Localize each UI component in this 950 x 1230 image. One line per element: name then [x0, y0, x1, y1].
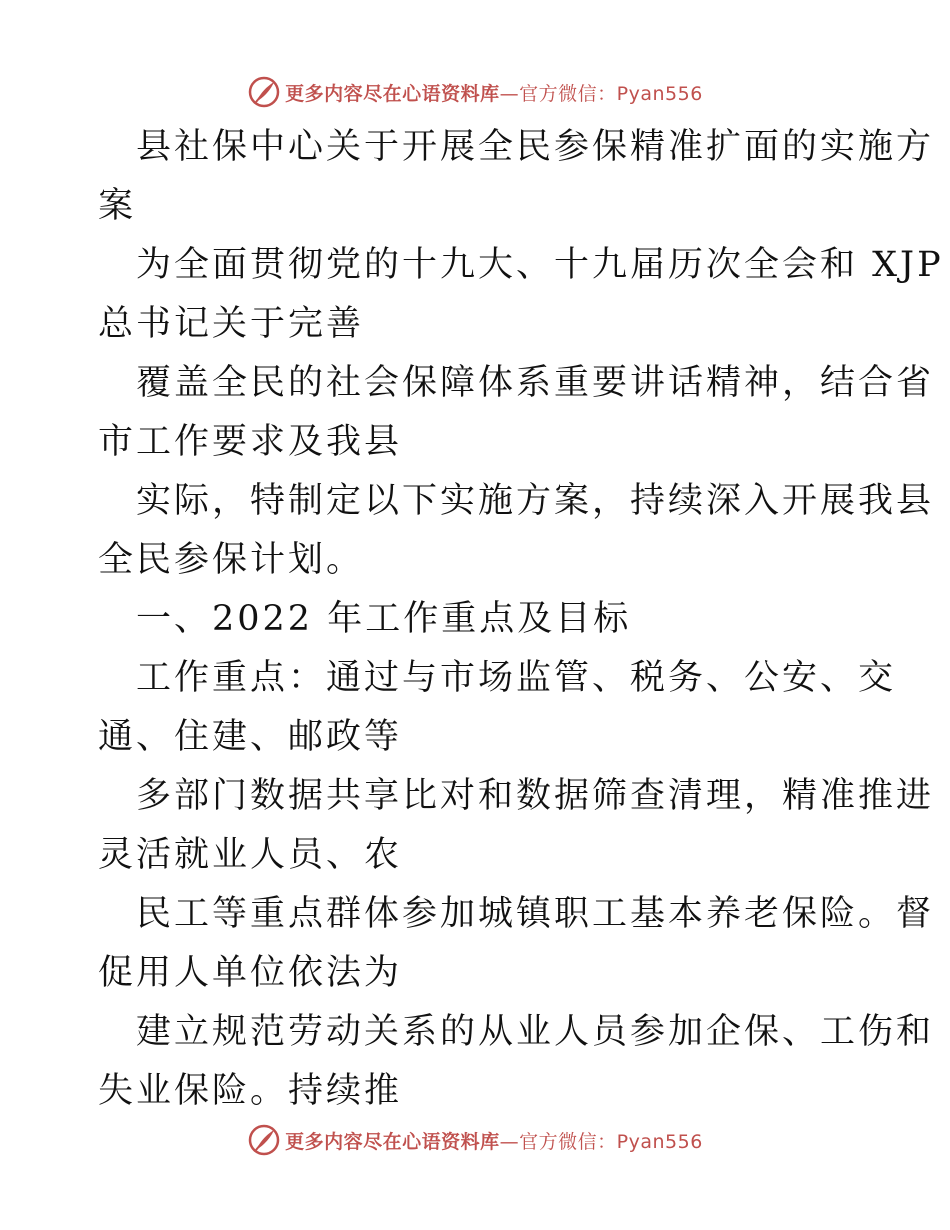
watermark-separator: — — [499, 1130, 520, 1153]
text-line: 民工等重点群体参加城镇职工基本养老保险。督 — [136, 894, 935, 934]
watermark-separator: — — [499, 82, 520, 105]
text-line: 覆盖全民的社会保障体系重要讲话精神，结合省 — [136, 363, 935, 403]
text-line: 县社保中心关于开展全民参保精准扩面的实施方 — [136, 127, 935, 167]
text-line: 工作重点：通过与市场监管、税务、公安、交 — [136, 658, 897, 698]
footer-watermark — [0, 1120, 950, 1160]
watermark-text — [285, 1127, 703, 1154]
feather-pen-logo-icon — [247, 1123, 281, 1157]
text-line: 建立规范劳动关系的从业人员参加企保、工伤和 — [136, 1012, 935, 1052]
text-line: 灵活就业人员、农 — [98, 835, 403, 875]
document-body — [98, 118, 944, 1121]
text-line: 实际，特制定以下实施方案，持续深入开展我县 — [136, 481, 935, 521]
document-text — [98, 118, 944, 1121]
watermark-site: 更多内容尽在心语资料库 — [285, 1130, 500, 1153]
text-line: 通、住建、邮政等 — [98, 717, 403, 757]
watermark-text — [285, 79, 703, 106]
text-line: 一、2022 年工作重点及目标 — [136, 599, 632, 639]
text-line: 多部门数据共享比对和数据筛查清理，精准推进 — [136, 776, 935, 816]
text-line: 全民参保计划。 — [98, 540, 365, 580]
text-line: 总书记关于完善 — [98, 304, 365, 344]
feather-pen-logo-icon — [247, 75, 281, 109]
text-line: 市工作要求及我县 — [98, 422, 403, 462]
header-watermark — [0, 72, 950, 112]
watermark-wechat: 官方微信：Pyan556 — [519, 1130, 703, 1153]
watermark-site: 更多内容尽在心语资料库 — [285, 82, 500, 105]
watermark-wechat: 官方微信：Pyan556 — [519, 82, 703, 105]
text-line: 促用人单位依法为 — [98, 953, 403, 993]
text-line: 失业保险。持续推 — [98, 1071, 403, 1111]
text-line: 为全面贯彻党的十九大、十九届历次全会和 XJP — [136, 245, 944, 285]
text-line: 案 — [98, 186, 137, 226]
